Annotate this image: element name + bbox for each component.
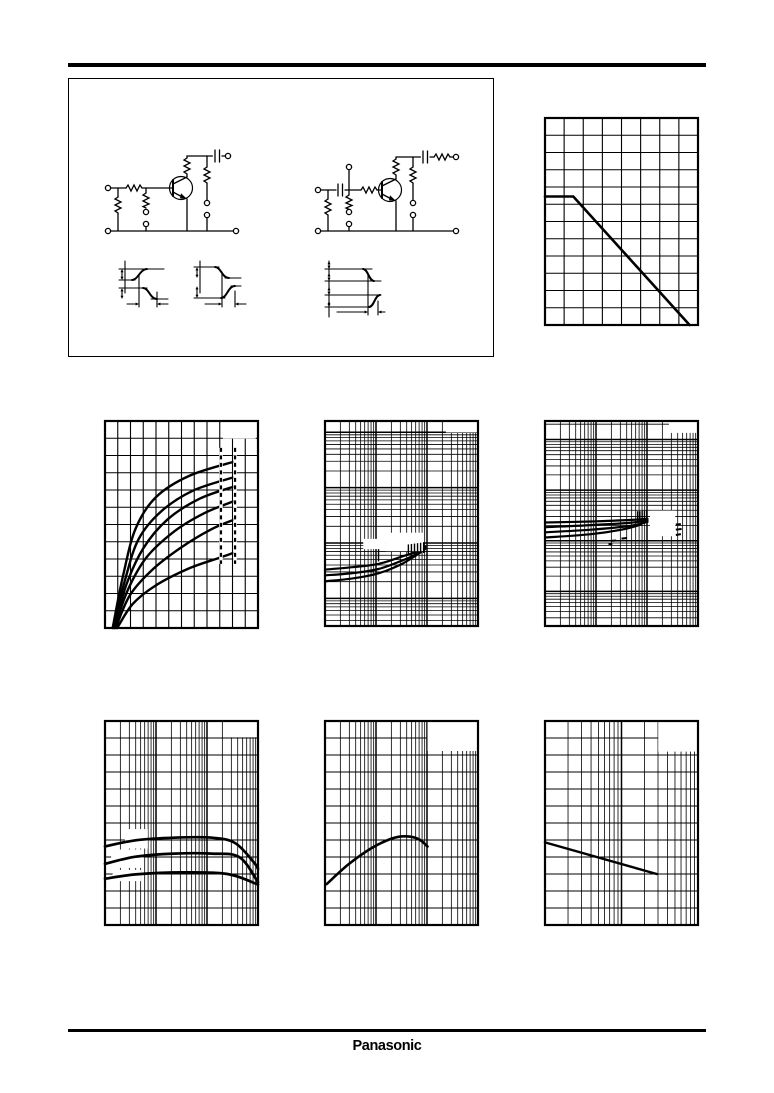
dc-current-gain-characteristics <box>542 418 701 634</box>
switching-waveform-diagram-1 <box>119 261 168 307</box>
bottom-rule <box>68 1029 706 1032</box>
saturation-voltage-characteristics <box>322 418 481 634</box>
transition-frequency-curve-plot <box>322 718 481 928</box>
gain-vs-collector-current-plot <box>102 718 261 928</box>
output-characteristics <box>102 418 261 636</box>
test-circuit-panel <box>68 78 494 357</box>
switching-test-circuits <box>69 79 493 356</box>
transition-frequency-curve <box>322 718 481 933</box>
gain-vs-collector-current <box>102 718 261 933</box>
switching-waveform-diagram-3 <box>325 261 385 317</box>
output-characteristics-plot <box>102 418 261 631</box>
saturation-voltage-characteristics-plot <box>322 418 481 629</box>
output-capacitance-curve <box>542 718 701 933</box>
switching-waveform-diagram-2 <box>194 261 246 307</box>
power-derating-curve <box>542 115 701 333</box>
transistor-symbol <box>379 179 402 202</box>
output-capacitance-curve-plot <box>542 718 701 928</box>
dc-current-gain-characteristics-plot <box>542 418 701 629</box>
test-circuit-1 <box>105 150 238 234</box>
top-rule <box>68 63 706 67</box>
power-derating-curve-plot <box>542 115 701 328</box>
test-circuit-2 <box>315 151 458 234</box>
panasonic-logo: Panasonic <box>352 1038 422 1054</box>
transistor-symbol <box>170 177 193 200</box>
